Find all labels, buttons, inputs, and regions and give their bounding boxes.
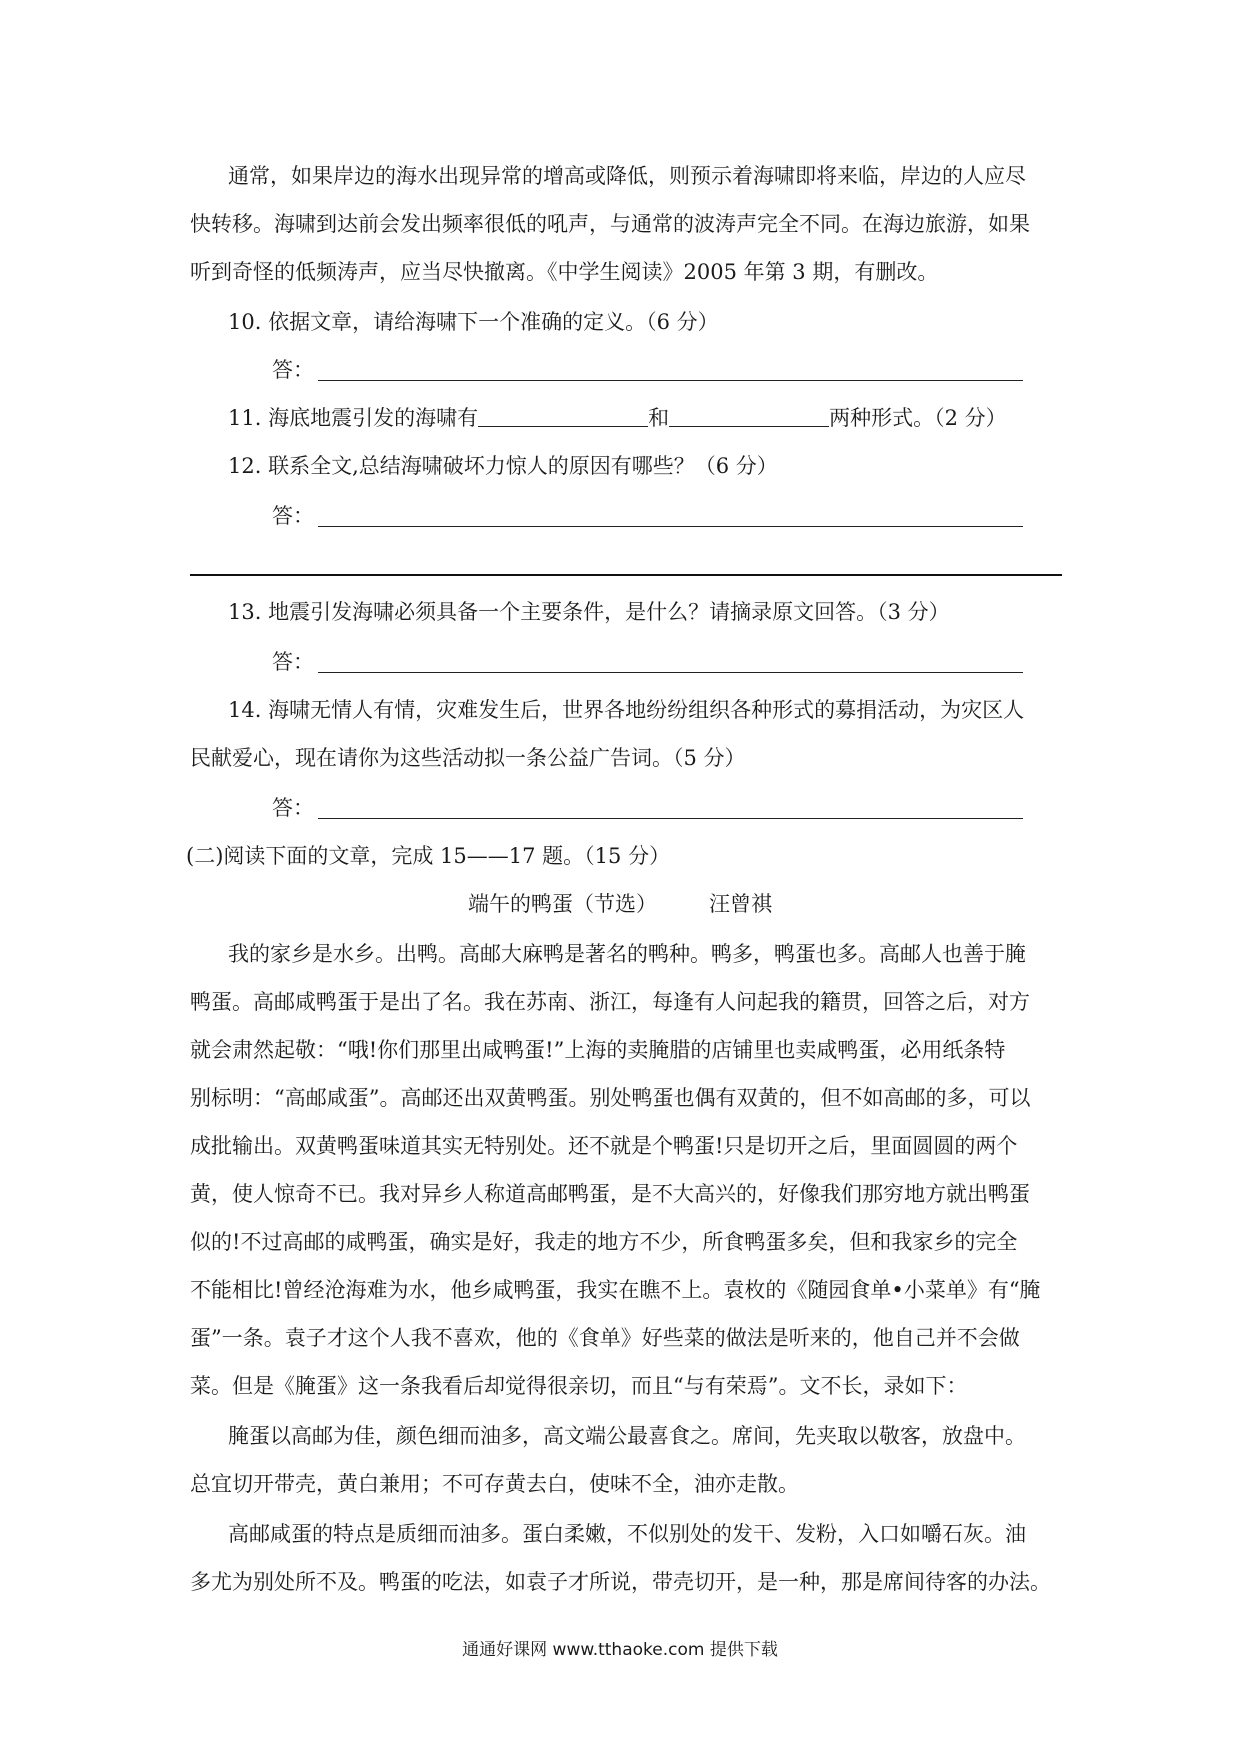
- answer-label: 答：: [272, 796, 314, 820]
- body-line: 我的家乡是水乡。出鸭。高邮大麻鸭是著名的鸭种。鸭多，鸭蛋也多。高邮人也善于腌: [228, 942, 1026, 966]
- closing-line: 多尤为别处所不及。鸭蛋的吃法，如袁子才所说，带壳切开，是一种，那是席间待客的办法。: [190, 1570, 1051, 1594]
- q11-mid: 和: [648, 406, 670, 430]
- section-heading: (二)阅读下面的文章，完成 15——17 题。（15 分）: [186, 844, 671, 868]
- article-author: 汪曾祺: [709, 892, 772, 916]
- article-title: 端午的鸭蛋（节选）: [468, 892, 657, 916]
- body-line: 就会肃然起敬：“哦!你们那里出咸鸭蛋!”上海的卖腌腊的店铺里也卖咸鸭蛋，必用纸条特: [190, 1038, 1006, 1062]
- question-13: 13. 地震引发海啸必须具备一个主要条件，是什么？请摘录原文回答。（3 分）: [228, 600, 950, 624]
- body-line: 别标明：“高邮咸蛋”。高邮还出双黄鸭蛋。别处鸭蛋也偶有双黄的，但不如高邮的多，可以: [190, 1086, 1031, 1110]
- answer-label: 答：: [272, 358, 314, 382]
- body-line: 蛋”一条。袁子才这个人我不喜欢，他的《食单》好些菜的做法是听来的，他自己并不会做: [190, 1326, 1020, 1350]
- passage-line: 通常，如果岸边的海水出现异常的增高或降低，则预示着海啸即将来临，岸边的人应尽: [228, 164, 1026, 188]
- body-line: 成批输出。双黄鸭蛋味道其实无特别处。还不就是个鸭蛋!只是切开之后，里面圆圆的两个: [190, 1134, 1018, 1158]
- body-line: 鸭蛋。高邮咸鸭蛋于是出了名。我在苏南、浙江，每逢有人问起我的籍贯，回答之后，对方: [190, 990, 1030, 1014]
- article-title-line: [0, 890, 1240, 918]
- answer-line-10[interactable]: [318, 380, 1023, 381]
- body-line: 黄，使人惊奇不已。我对异乡人称道高邮鸭蛋，是不大高兴的，好像我们那穷地方就出鸭蛋: [190, 1182, 1030, 1206]
- question-11: [228, 404, 1060, 432]
- body-line: 不能相比!曾经沧海难为水，他乡咸鸭蛋，我实在瞧不上。袁枚的《随园食单•小菜单》有“腌: [190, 1278, 1041, 1302]
- answer-line-14[interactable]: [318, 818, 1023, 819]
- question-14-line: 民献爱心，现在请你为这些活动拟一条公益广告词。（5 分）: [190, 746, 746, 770]
- body-line: 菜。但是《腌蛋》这一条我看后却觉得很亲切，而且“与有荣焉”。文不长，录如下：: [190, 1374, 968, 1398]
- quote-line: 总宜切开带壳，黄白兼用；不可存黄去白，使味不全，油亦走散。: [190, 1472, 799, 1496]
- passage-line: 快转移。海啸到达前会发出频率很低的吼声，与通常的波涛声完全不同。在海边旅游，如果: [190, 212, 1030, 236]
- page-footer: 通通好课网 www.tthaoke.com 提供下载: [462, 1640, 778, 1660]
- fill-blank-1[interactable]: [478, 404, 648, 427]
- question-14-line: 14. 海啸无情人有情，灾难发生后，世界各地纷纷组织各种形式的募捐活动，为灾区人: [228, 698, 1025, 722]
- answer-line-13[interactable]: [318, 672, 1023, 673]
- question-12: 12. 联系全文,总结海啸破坏力惊人的原因有哪些？（6 分）: [228, 454, 778, 478]
- answer-line-12[interactable]: [318, 526, 1023, 527]
- fill-blank-2[interactable]: [669, 404, 829, 427]
- question-10: 10. 依据文章，请给海啸下一个准确的定义。（6 分）: [228, 310, 719, 334]
- answer-label: 答：: [272, 650, 314, 674]
- q11-prefix: 11. 海底地震引发的海啸有: [228, 406, 479, 430]
- quote-line: 腌蛋以高邮为佳，颜色细而油多，高文端公最喜食之。席间，先夹取以敬客，放盘中。: [228, 1424, 1026, 1448]
- closing-line: 高邮咸蛋的特点是质细而油多。蛋白柔嫩，不似别处的发干、发粉，入口如嚼石灰。油: [228, 1522, 1026, 1546]
- answer-label: 答：: [272, 504, 314, 528]
- passage-line: 听到奇怪的低频涛声，应当尽快撤离。《中学生阅读》2005 年第 3 期，有删改。: [190, 260, 939, 284]
- q11-suffix: 两种形式。（2 分）: [829, 406, 1007, 430]
- separator-rule: [190, 574, 1062, 576]
- body-line: 似的!不过高邮的咸鸭蛋，确实是好，我走的地方不少，所食鸭蛋多矣，但和我家乡的完全: [190, 1230, 1018, 1254]
